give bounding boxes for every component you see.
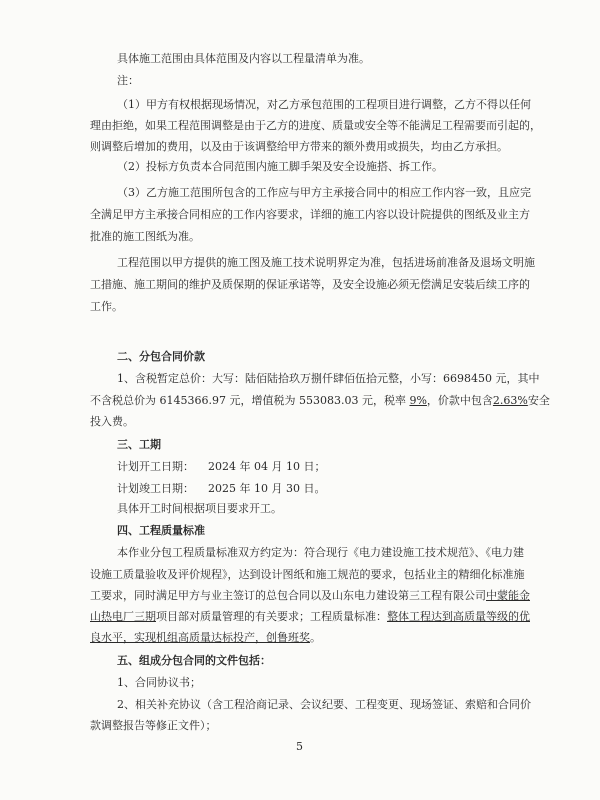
scope-line2: 工措施、施工期间的维护及质保期的保证承诺等，及安全设施必须无偿满足安装后续工序的 xyxy=(90,278,530,291)
section2-heading: 二、分包合同价款 xyxy=(117,350,205,363)
scope-line3: 工作。 xyxy=(90,300,123,313)
doc-item-2-line2: 款调整报告等修正文件）； xyxy=(90,719,217,732)
note2-text: （2）投标方负责本合同范围内施工脚手架及安全设施搭、拆工作。 xyxy=(117,160,443,173)
doc-item-2-line1: 2、相关补充协议（含工程洽商记录、会议纪要、工程变更、现场签证、索赔和合同价 xyxy=(117,698,531,711)
safety-rate: 2.63% xyxy=(492,394,528,407)
section4-heading: 四、工程质量标准 xyxy=(117,524,205,537)
quality-line4: 山热电厂三期项目部对质量管理的有关要求；工程质量标准：整体工程达到高质量等级的优 xyxy=(90,610,530,623)
section3-heading: 三、工期 xyxy=(117,438,161,451)
price-line3: 投入费。 xyxy=(90,415,134,428)
note3-line3: 批准的施工图纸为准。 xyxy=(90,230,200,243)
note1-line1: （1）甲方有权根据现场情况，对乙方承包范围的工程项目进行调整，乙方不得以任何 xyxy=(117,98,531,111)
note-label: 注： xyxy=(117,74,139,87)
doc-item-1: 1、合同协议书； xyxy=(117,676,201,689)
note1-line3: 则调整后增加的费用，以及由于该调整给甲方带来的额外费用或损失，均由乙方承担。 xyxy=(90,140,508,153)
end-date-row: 计划竣工日期： 2025 年 10 月 30 日。 xyxy=(117,482,326,495)
section5-heading: 五、组成分包合同的文件包括： xyxy=(117,654,271,667)
price-line2: 不含税总价为 6145366.97 元，增值税为 553083.03 元，税率 9%，价款中包含2.63%安全 xyxy=(90,394,550,407)
quality-line5: 良水平，实现机组高质量达标投产，创鲁班奖。 xyxy=(90,631,321,644)
scope-line1: 工程范围以甲方提供的施工图及施工技术说明界定为准，包括进场前准备及退场文明施 xyxy=(117,256,535,269)
page-number: 5 xyxy=(296,740,303,753)
note1-line2: 理由拒绝，如果工程范围调整是由于乙方的进度、质量或安全等不能满足工程需要而引起的， xyxy=(90,119,541,132)
quality-line1: 本作业分包工程质量标准双方约定为：符合现行《电力建设施工技术规范》、《电力建 xyxy=(117,546,524,559)
price-line1: 1、含税暂定总价：大写：陆佰陆拾玖万捌仟肆佰伍拾元整，小写：6698450 元，其中 xyxy=(117,372,540,385)
quality-line3: 工要求，同时满足甲方与业主签订的总包合同以及山东电力建设第三工程有限公司中蒙能金 xyxy=(90,589,530,602)
note3-line2: 全满足甲方主承接合同相应的工作内容要求，详细的施工内容以设计院提供的图纸及业主方 xyxy=(90,208,530,221)
quality-line2: 设施工质量验收及评价规程》，达到设计图纸和施工规范的要求，包括业主的精细化标准施 xyxy=(90,568,525,581)
schedule-note: 具体开工时间根据项目要求开工。 xyxy=(117,502,282,515)
intro-text: 具体施工范围由具体范围及内容以工程量清单为准。 xyxy=(117,52,370,65)
tax-rate: 9% xyxy=(409,394,427,407)
start-date-row: 计划开工日期： 2024 年 04 月 10 日； xyxy=(117,460,326,473)
note3-line1: （3）乙方施工范围所包含的工作应与甲方主承接合同中的相应工作内容一致，且应完 xyxy=(117,186,531,199)
